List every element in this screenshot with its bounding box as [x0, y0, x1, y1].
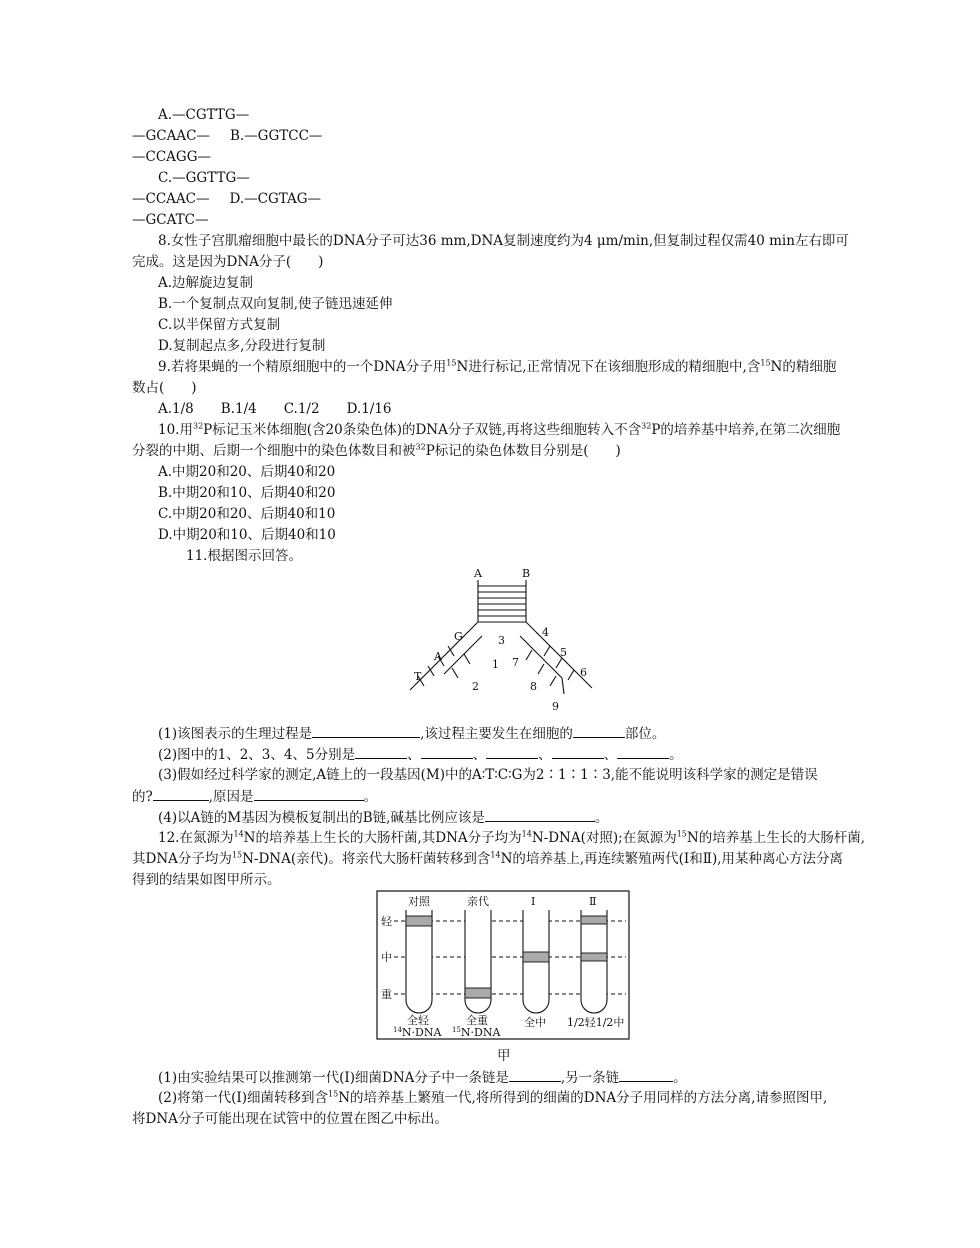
period: 。 — [594, 810, 609, 826]
base-label-t: T — [414, 670, 422, 683]
tube-header-control: 对照 — [408, 895, 430, 908]
q12-s1a: 12.在氮源为 — [158, 830, 234, 846]
q10-s2b: P标记的染色体数目分别是( ) — [425, 443, 621, 459]
band-control-light — [406, 916, 432, 926]
strand-label-b: B — [522, 567, 531, 580]
q12-part1 — [158, 1068, 687, 1087]
tube-caption-half-half: 1/2轻1/2中 — [567, 1016, 625, 1029]
band-gen2-middle — [581, 953, 607, 961]
q10-option-c: C.中期20和20、后期40和10 — [158, 506, 336, 522]
fig-num-9: 9 — [552, 700, 559, 713]
strand-label-a: A — [474, 567, 482, 580]
q11-p2a: (2)图中的1、2、3、4、5分别是 — [158, 747, 356, 763]
tube-header-parent: 亲代 — [467, 895, 489, 908]
q11-title: 11.根据图示回答。 — [186, 548, 302, 564]
q10-s1b: P标记玉米体细胞(含20条染色体)的DNA分子双链,再将这些细胞转入不含 — [203, 422, 642, 438]
q8-option-d: D.复制起点多,分段进行复制 — [158, 338, 326, 354]
q10-option-a: A.中期20和20、后期40和20 — [158, 464, 336, 480]
q11-part4 — [158, 808, 608, 827]
q10-s2a: 分裂的中期、后期一个细胞中的染色体数目和被 — [132, 443, 416, 459]
tube-caption-15n-dna: $^{15}$N·DNA — [452, 1026, 501, 1039]
q10-stem-line1 — [158, 421, 840, 439]
answer-blank[interactable] — [153, 787, 209, 801]
answer-blank[interactable] — [485, 808, 595, 822]
row-label-middle: 中 — [381, 951, 392, 964]
fig-num-3: 3 — [498, 634, 505, 647]
q8-stem-line1: 8.女性子宫肌瘤细胞中最长的DNA分子可达36 mm,DNA复制速度约为4 μm/min,但复制过程仅需40 min左右即可 — [158, 233, 849, 249]
q9-sup2: 15 — [760, 358, 771, 368]
q11-p1b: ,该过程主要发生在细胞的 — [420, 726, 573, 742]
q12-sup1: 14 — [233, 829, 244, 839]
q12-part2-line2: 将DNA分子可能出现在试管中的位置在图乙中标出。 — [132, 1111, 448, 1127]
q10-s1a: 10.用 — [158, 422, 193, 438]
tube-caption-all-heavy: 全重 — [466, 1014, 488, 1027]
q10-sup1: 32 — [192, 421, 204, 431]
period: 。 — [669, 747, 683, 763]
q12-part2-line1 — [158, 1089, 827, 1107]
q12-sup4: 15 — [231, 850, 243, 860]
q7-option-c-line2 — [132, 190, 321, 208]
q8-option-b: B.一个复制点双向复制,使子链迅速延伸 — [158, 296, 393, 312]
q7-option-b-line1: B.—GGTCC— — [229, 128, 323, 144]
q12-sup3: 15 — [676, 829, 687, 839]
q8-stem-line2: 完成。这是因为DNA分子( ) — [132, 254, 324, 270]
q11-part3-line2 — [132, 787, 377, 806]
q11-p3c: ,原因是 — [208, 789, 254, 805]
q11-p1c: 部位。 — [624, 726, 666, 742]
row-label-light: 轻 — [381, 915, 392, 928]
answer-blank[interactable] — [486, 745, 538, 759]
q12-stem-line1 — [158, 829, 865, 847]
answer-blank[interactable] — [509, 1068, 561, 1082]
fig-num-7: 7 — [512, 656, 519, 669]
fig-num-8: 8 — [530, 680, 537, 693]
q9-stem-line2: 数占( ) — [132, 380, 197, 396]
q10-sup2: 32 — [641, 421, 652, 431]
separator: 、 — [603, 747, 618, 763]
q7-option-a-line1: A.—CGTTG— — [158, 107, 250, 123]
q11-part1 — [158, 724, 665, 743]
q11-p3b: 的? — [132, 789, 153, 805]
tube-caption-14n-dna: $^{14}$N·DNA — [393, 1026, 442, 1039]
q7-option-b-line2: —CCAGG— — [132, 149, 211, 165]
base-label-a: A — [434, 650, 442, 663]
q12-p2b: N的培养基上繁殖一代,将所得到的细菌的DNA分子用同样的方法分离,请参照图甲, — [338, 1090, 828, 1106]
q10-option-b: B.中期20和10、后期40和20 — [158, 485, 336, 501]
separator: 、 — [538, 747, 552, 763]
answer-blank[interactable] — [617, 745, 669, 759]
q9-options: A.1/8 B.1/4 C.1/2 D.1/16 — [158, 401, 392, 417]
q12-stem-line3: 得到的结果如图甲所示。 — [132, 872, 281, 888]
answer-blank[interactable] — [355, 745, 407, 759]
answer-blank[interactable] — [619, 1068, 673, 1082]
q10-s1c: P的培养基中培养,在第二次细胞 — [651, 422, 841, 438]
q9-s1c: N的精细胞 — [770, 359, 837, 375]
q12-stem-line2 — [132, 850, 843, 868]
q12-s2a: 其DNA分子均为 — [132, 851, 232, 867]
q12-sup5: 14 — [490, 850, 501, 860]
q11-p1a: (1)该图表示的生理过程是 — [158, 726, 313, 742]
q12-p1b: ,另一条链 — [560, 1070, 620, 1086]
q11-part2 — [158, 745, 683, 764]
q9-sup1: 15 — [446, 358, 457, 368]
period: 。 — [673, 1070, 687, 1086]
q7-c2: —CCAAC— — [132, 191, 210, 207]
q10-stem-line2 — [132, 442, 621, 460]
tube-header-gen1: Ⅰ — [531, 895, 536, 908]
period: 。 — [363, 789, 378, 805]
row-label-heavy: 重 — [381, 988, 392, 1001]
answer-blank[interactable] — [573, 724, 625, 738]
separator: 、 — [407, 747, 421, 763]
fig-num-4: 4 — [542, 626, 549, 639]
q12-p2a: (2)将第一代(Ⅰ)细菌转移到含 — [158, 1090, 328, 1106]
q9-s1a: 9.若将果蝇的一个精原细胞中的一个DNA分子用 — [158, 359, 447, 375]
fig-num-5: 5 — [560, 646, 567, 659]
base-label-g: G — [454, 630, 463, 643]
q12-s2b: N-DNA(亲代)。将亲代大肠杆菌转移到含 — [242, 851, 491, 867]
tube-header-gen2: Ⅱ — [589, 895, 597, 908]
q7-option-d-line1: D.—CGTAG— — [229, 191, 322, 207]
q7-option-c-line1: C.—GGTTG— — [158, 170, 250, 186]
q10-sup3: 32 — [415, 442, 426, 452]
fig-num-6: 6 — [580, 666, 587, 679]
q11-part3-line1: (3)假如经过科学家的测定,A链上的一段基因(M)中的A∶T∶C∶G为2∶1∶1∶3,能不能说明该科学家的测定是错误 — [158, 767, 818, 783]
answer-blank[interactable] — [312, 724, 420, 738]
q8-option-c: C.以半保留方式复制 — [158, 317, 281, 333]
q12-s1c: N-DNA(对照);在氮源为 — [531, 830, 677, 846]
q12-s1b: N的培养基上生长的大肠杆菌,其DNA分子均为 — [243, 830, 522, 846]
band-parent-heavy — [465, 988, 491, 998]
q7-option-d-line2: —GCATC— — [132, 212, 209, 228]
q12-s2c: N的培养基上,再连续繁殖两代(Ⅰ和Ⅱ),用某种离心方法分离 — [500, 851, 843, 867]
q7-option-a-line2 — [132, 127, 322, 145]
q11-p4a: (4)以A链的M基因为模板复制出的B链,碱基比例应该是 — [158, 810, 485, 826]
dna-replication-figure — [400, 566, 600, 716]
q9-s1b: N进行标记,正常情况下在该细胞形成的精细胞中,含 — [456, 359, 761, 375]
q12-s1d: N的培养基上生长的大肠杆菌, — [686, 830, 865, 846]
q10-option-d: D.中期20和10、后期40和10 — [158, 527, 336, 543]
q12-p1a: (1)由实验结果可以推测第一代(Ⅰ)细菌DNA分子中一条链是 — [158, 1070, 509, 1086]
q9-stem-line1 — [158, 358, 836, 376]
tube-caption-all-light: 全轻 — [407, 1014, 429, 1027]
q12-sup2: 14 — [521, 829, 532, 839]
q8-option-a: A.边解旋边复制 — [158, 275, 254, 291]
answer-blank[interactable] — [421, 745, 473, 759]
separator: 、 — [472, 747, 487, 763]
q12-sup6: 15 — [328, 1089, 339, 1099]
figure-caption-jia: 甲 — [497, 1048, 511, 1064]
tube-caption-all-middle: 全中 — [524, 1016, 546, 1029]
band-gen1-middle — [523, 952, 549, 962]
answer-blank[interactable] — [552, 745, 604, 759]
fig-num-2: 2 — [472, 680, 479, 693]
answer-blank[interactable] — [254, 787, 364, 801]
centrifuge-tubes-figure — [376, 890, 632, 1042]
band-gen2-light — [581, 916, 607, 924]
q7-a2: —GCAAC— — [132, 128, 210, 144]
fig-num-1: 1 — [492, 658, 499, 671]
